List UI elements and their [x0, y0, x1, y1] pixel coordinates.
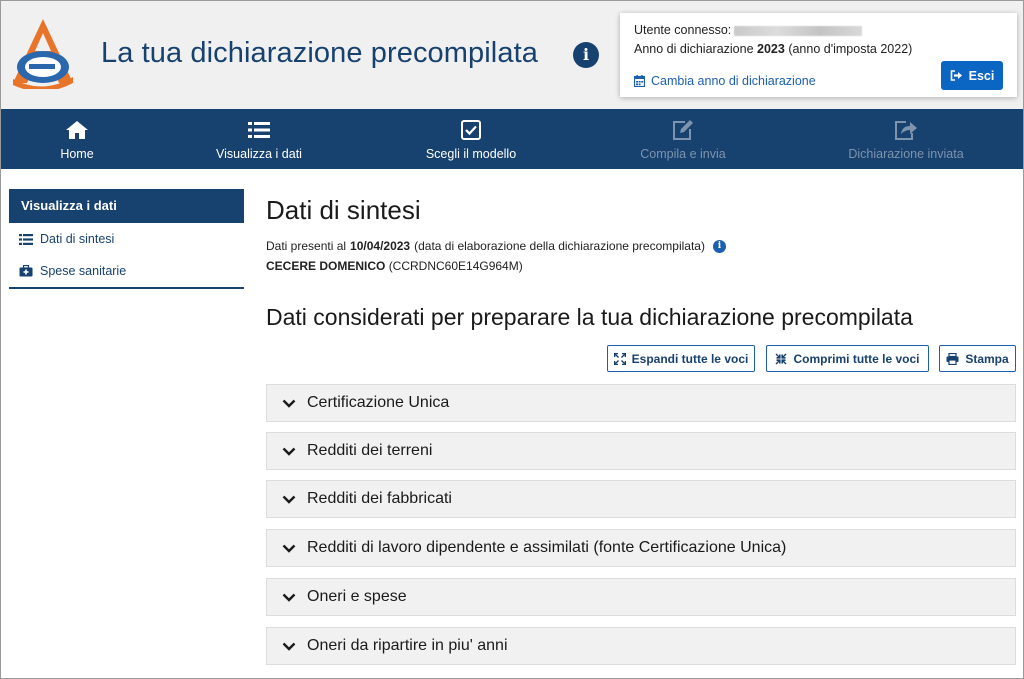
list-icon [19, 234, 33, 245]
taxpayer-name: CECERE DOMENICO [266, 259, 386, 273]
info-icon[interactable]: i [713, 240, 726, 253]
logout-button[interactable] [941, 61, 1003, 90]
edit-icon [671, 116, 695, 144]
accordion-oneri-spese[interactable] [266, 578, 1016, 616]
chevron-down-icon [281, 395, 297, 411]
print-button[interactable] [939, 345, 1016, 372]
page-title: Dati di sintesi [266, 195, 421, 225]
compress-icon [775, 353, 787, 365]
accordion-certificazione-unica[interactable] [266, 384, 1016, 422]
collapse-all-button[interactable] [766, 345, 929, 372]
taxpayer-line [266, 259, 523, 273]
list-icon [248, 116, 270, 144]
accordion-redditi-fabbricati[interactable] [266, 480, 1016, 518]
agenzia-entrate-logo[interactable] [7, 15, 79, 89]
data-prefix: Dati presenti al [266, 239, 347, 253]
medical-kit-icon [19, 265, 33, 277]
nav-dichiarazione-inviata [836, 109, 976, 169]
nav-compila-label: Compila e invia [640, 147, 726, 161]
accordion-oneri-ripartire[interactable] [266, 627, 1016, 665]
accordion-label: Oneri da ripartire in piu' anni [307, 637, 508, 654]
masked-username [734, 26, 862, 36]
tax-year-note: (anno d'imposta 2022) [788, 42, 913, 56]
main-navigation [1, 109, 1023, 169]
data-suffix: (data di elaborazione della dichiarazione precompilata) [414, 239, 705, 253]
accordion-label: Redditi dei terreni [307, 442, 433, 459]
info-icon[interactable]: i [573, 42, 599, 68]
user-panel [620, 13, 1017, 97]
change-year-link[interactable] [634, 74, 816, 88]
data-date-line [266, 239, 726, 253]
accordion-label: Redditi di lavoro dipendente e assimilati (fonte Certificazione Unica) [307, 539, 787, 556]
nav-compila-invia [623, 109, 743, 169]
accordion-label: Redditi dei fabbricati [307, 490, 452, 507]
connected-user-label: Utente connesso: [634, 23, 732, 37]
nav-home-label: Home [60, 147, 94, 161]
accordion-redditi-lavoro-dipendente[interactable] [266, 529, 1016, 567]
chevron-down-icon [281, 540, 297, 556]
chevron-down-icon [281, 443, 297, 459]
print-icon [946, 353, 959, 365]
nav-visualizza-label: Visualizza i dati [216, 147, 302, 161]
year-value: 2023 [757, 42, 785, 56]
chevron-down-icon [281, 638, 297, 654]
print-label: Stampa [965, 351, 1009, 366]
nav-inviata-label: Dichiarazione inviata [848, 147, 964, 161]
calendar-icon [634, 75, 645, 87]
sidebar-item-dati-sintesi[interactable] [19, 232, 114, 246]
year-label: Anno di dichiarazione [634, 42, 754, 56]
sidebar-item-label: Spese sanitarie [40, 264, 127, 278]
nav-home[interactable] [27, 109, 127, 169]
taxpayer-code: (CCRDNC60E14G964M) [388, 259, 523, 273]
accordion-label: Certificazione Unica [307, 394, 450, 411]
sidebar-divider [9, 287, 244, 289]
change-year-label: Cambia anno di dichiarazione [651, 74, 816, 88]
collapse-all-label: Comprimi tutte le voci [793, 351, 920, 366]
nav-scegli-label: Scegli il modello [425, 147, 517, 161]
expand-all-label: Espandi tutte le voci [631, 351, 749, 366]
expand-all-button[interactable] [607, 345, 755, 372]
share-icon [893, 116, 919, 144]
connected-user [634, 23, 862, 37]
data-date: 10/04/2023 [350, 239, 411, 253]
chevron-down-icon [281, 589, 297, 605]
section-title: Dati considerati per preparare la tua dichiarazione precompilata [266, 304, 913, 330]
declaration-year [634, 42, 912, 56]
home-icon [65, 116, 89, 144]
accordion-label: Oneri e spese [307, 588, 407, 605]
sidebar-item-spese-sanitarie[interactable] [19, 264, 126, 278]
accordion-redditi-terreni[interactable] [266, 432, 1016, 470]
checkbox-icon [461, 116, 481, 144]
nav-scegli-modello[interactable] [411, 109, 531, 169]
sidebar-item-label: Dati di sintesi [40, 232, 115, 246]
nav-visualizza[interactable] [199, 109, 319, 169]
sidebar-heading[interactable]: Visualizza i dati [9, 189, 244, 223]
logout-icon [950, 70, 963, 81]
chevron-down-icon [281, 491, 297, 507]
logout-label: Esci [968, 68, 995, 83]
expand-icon [614, 353, 626, 365]
app-title: La tua dichiarazione precompilata [101, 37, 538, 69]
header [1, 1, 1023, 109]
